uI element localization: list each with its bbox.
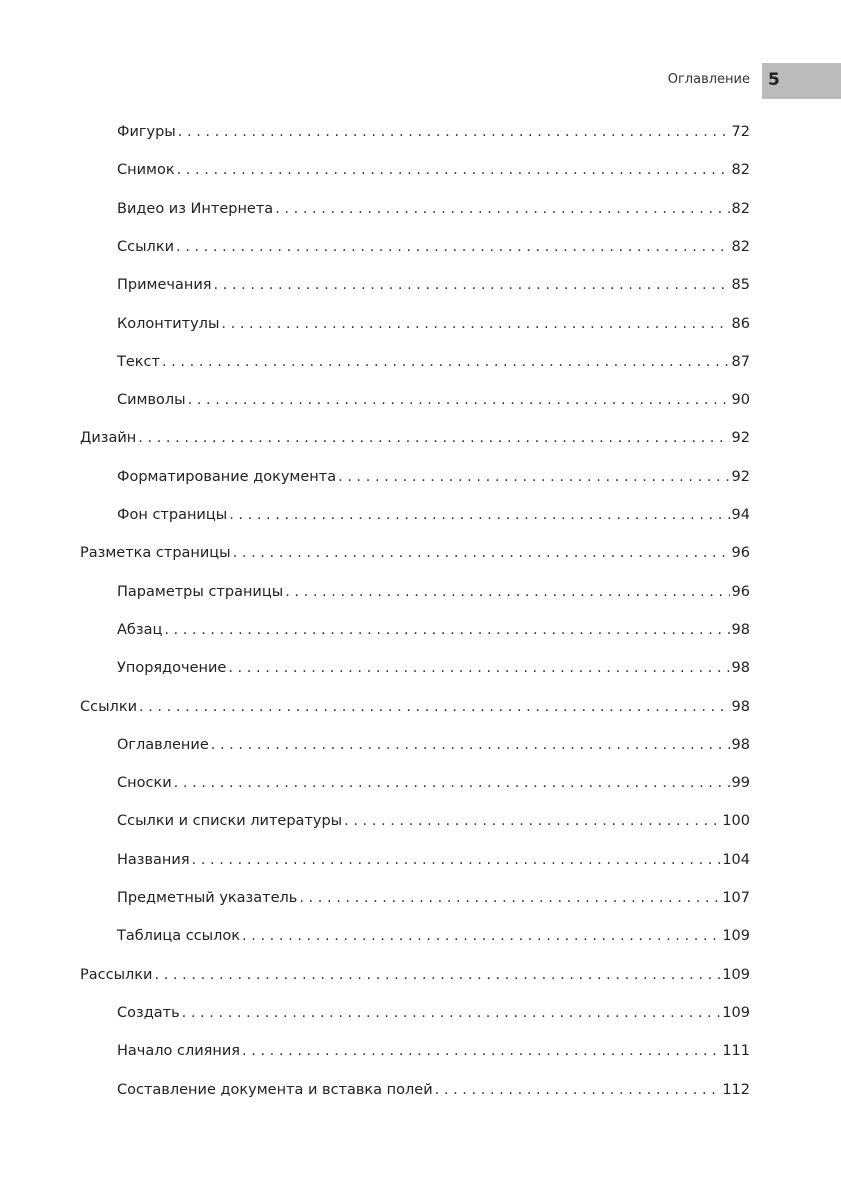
- toc-entry[interactable]: [117, 660, 750, 680]
- dot-leader: [242, 1043, 720, 1059]
- dot-leader: [275, 201, 729, 217]
- toc-entry[interactable]: [80, 699, 750, 719]
- toc-entry-page: 98: [731, 660, 750, 677]
- toc-entry[interactable]: [117, 775, 750, 795]
- toc-entry[interactable]: [117, 507, 750, 527]
- toc-entry[interactable]: [117, 1005, 750, 1025]
- toc-entry[interactable]: [117, 813, 750, 833]
- toc-entry[interactable]: [117, 852, 750, 872]
- toc-entry-page: 86: [731, 315, 750, 332]
- dot-leader: [344, 813, 720, 829]
- toc-entry-title: Фон страницы: [117, 507, 228, 523]
- toc-entry-page: 94: [731, 507, 750, 523]
- dot-leader: [182, 1005, 721, 1021]
- toc-entry[interactable]: [117, 1043, 750, 1063]
- toc-entry[interactable]: [117, 469, 750, 489]
- toc-entry-title: Символы: [117, 392, 186, 409]
- page-number: 5: [768, 70, 780, 90]
- toc-entry-page: 96: [731, 583, 750, 600]
- toc-entry-title: Разметка страницы: [80, 545, 231, 562]
- toc-entry-title: Ссылки и списки литературы: [117, 813, 343, 830]
- toc-entry-page: 72: [731, 124, 750, 140]
- dot-leader: [138, 430, 729, 446]
- toc-entry-page: 96: [731, 545, 750, 562]
- toc-entry-page: 98: [731, 621, 750, 638]
- dot-leader: [164, 622, 729, 638]
- toc-entry[interactable]: [80, 545, 750, 565]
- toc-entry-page: 90: [731, 392, 750, 409]
- dot-leader: [178, 124, 730, 140]
- toc-entry-page: 92: [731, 468, 750, 485]
- toc-entry[interactable]: [117, 277, 750, 297]
- toc-entry-title: Параметры страницы: [117, 583, 284, 600]
- dot-leader: [162, 354, 730, 370]
- toc-entry[interactable]: [80, 967, 750, 987]
- toc-entry-title: Видео из Интернета: [117, 200, 274, 217]
- toc-entry-page: 111: [722, 1043, 750, 1060]
- toc-entry[interactable]: [117, 737, 750, 757]
- toc-entry-title: Составление документа и вставка полей: [117, 1081, 433, 1098]
- toc-entry[interactable]: [117, 124, 750, 144]
- toc-entry-page: 82: [731, 238, 750, 255]
- toc-entry-title: Создать: [117, 1004, 180, 1021]
- toc-entry-title: Фигуры: [117, 124, 176, 140]
- toc-entry-title: Ссылки: [117, 238, 174, 255]
- dot-leader: [221, 316, 729, 332]
- dot-leader: [213, 277, 729, 293]
- dot-leader: [154, 967, 720, 983]
- toc-entry[interactable]: [117, 622, 750, 642]
- dot-leader: [192, 852, 721, 868]
- toc-entry-page: 100: [722, 813, 750, 830]
- toc-entry[interactable]: [80, 430, 750, 450]
- toc-entry-page: 109: [722, 928, 750, 945]
- toc-entry-title: Таблица ссылок: [117, 928, 241, 945]
- dot-leader: [338, 469, 729, 485]
- toc-entry[interactable]: [117, 890, 750, 910]
- dot-leader: [242, 928, 720, 944]
- running-header-title: Оглавление: [667, 72, 750, 87]
- toc-entry[interactable]: [117, 392, 750, 412]
- toc-entry-page: 109: [722, 1004, 750, 1021]
- toc-entry[interactable]: [117, 316, 750, 336]
- toc-entry[interactable]: [117, 239, 750, 259]
- toc-entry-title: Предметный указатель: [117, 890, 298, 906]
- toc-entry-title: Абзац: [117, 621, 163, 638]
- dot-leader: [139, 699, 730, 715]
- toc-entry-page: 107: [722, 890, 750, 906]
- toc-entry[interactable]: [117, 1082, 750, 1102]
- toc-entry-title: Сноски: [117, 775, 172, 792]
- dot-leader: [211, 737, 730, 753]
- toc-entry-title: Оглавление: [117, 736, 209, 753]
- toc-entry[interactable]: [117, 162, 750, 182]
- dot-leader: [228, 660, 729, 676]
- dot-leader: [285, 584, 729, 600]
- toc-entry-title: Начало слияния: [117, 1043, 241, 1060]
- toc-entry-title: Примечания: [117, 277, 212, 294]
- dot-leader: [435, 1082, 721, 1098]
- toc-entry-title: Дизайн: [80, 430, 137, 447]
- dot-leader: [174, 775, 730, 791]
- dot-leader: [177, 162, 730, 178]
- toc-entry-page: 82: [731, 200, 750, 217]
- toc-entry-page: 109: [722, 966, 750, 983]
- toc-entry-title: Названия: [117, 851, 190, 868]
- toc-entry[interactable]: [117, 584, 750, 604]
- toc-entry-title: Упорядочение: [117, 660, 227, 677]
- dot-leader: [229, 507, 729, 523]
- toc-entry-page: 82: [731, 162, 750, 179]
- toc-entry-title: Рассылки: [80, 966, 153, 983]
- toc-entry-title: Форматирование документа: [117, 468, 337, 485]
- toc-entry[interactable]: [117, 201, 750, 221]
- toc-entry-page: 112: [722, 1081, 750, 1098]
- toc-entry-page: 98: [731, 736, 750, 753]
- dot-leader: [188, 392, 730, 408]
- toc-entry-title: Колонтитулы: [117, 315, 220, 332]
- dot-leader: [299, 890, 720, 906]
- toc-entry-page: 98: [731, 698, 750, 715]
- toc-entry[interactable]: [117, 354, 750, 374]
- toc-entry-page: 87: [731, 353, 750, 370]
- toc-entry-page: 85: [731, 277, 750, 294]
- toc-entry-page: 104: [722, 851, 750, 868]
- toc-entry-page: 99: [731, 775, 750, 792]
- toc-entry-title: Текст: [117, 353, 160, 370]
- toc-entry-title: Ссылки: [80, 698, 137, 715]
- dot-leader: [176, 239, 730, 255]
- toc-entry[interactable]: [117, 928, 750, 948]
- dot-leader: [233, 545, 730, 561]
- toc-entry-title: Снимок: [117, 162, 175, 179]
- toc-entry-page: 92: [731, 430, 750, 447]
